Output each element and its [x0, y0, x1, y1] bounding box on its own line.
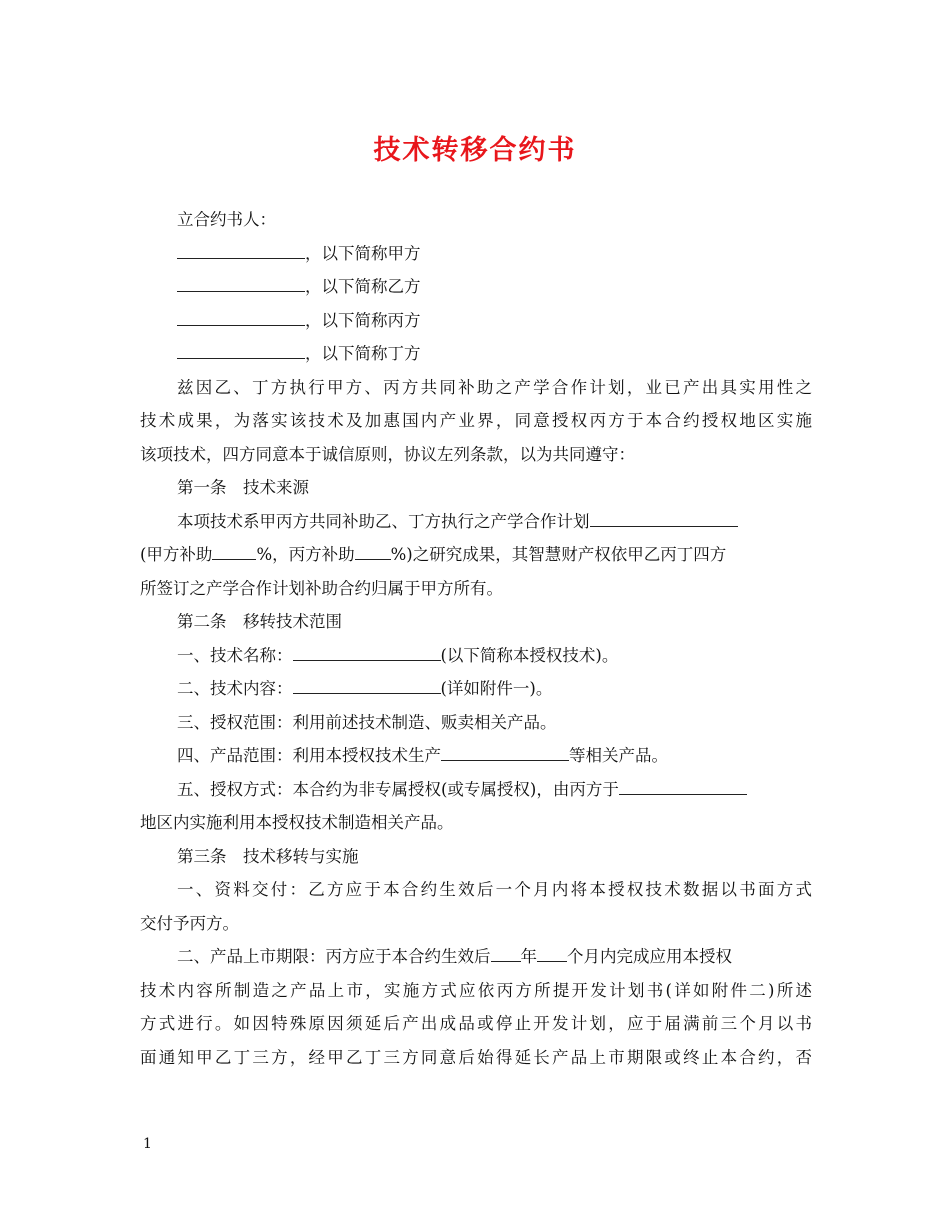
article-2-text: 五、授权方式：本合约为非专属授权(或专属授权)，由丙方于 — [177, 779, 619, 799]
blank-field — [355, 543, 391, 561]
blank-field — [177, 308, 305, 326]
article-2-item — [140, 639, 812, 673]
article-2-item — [140, 739, 812, 773]
blank-field — [619, 777, 747, 795]
article-1-text: (甲方补助 — [140, 545, 213, 564]
article-3-line: 一、资料交付：乙方应于本合约生效后一个月内将本授权技术数据以书面方式 — [177, 880, 812, 899]
article-3-line — [140, 940, 812, 974]
article-3-line: 方式进行。如因特殊原因须延后产出成品或停止开发计划，应于届满前三个月以书 — [140, 1014, 812, 1033]
article-2-item — [140, 672, 812, 706]
article-1-line — [140, 505, 812, 539]
article-3-text: 个月内完成应用本授权 — [567, 947, 732, 966]
blank-field — [177, 241, 305, 259]
article-2-item: 地区内实施利用本授权技术制造相关产品。 — [140, 813, 454, 832]
blank-field — [177, 342, 305, 360]
preamble-line: 该项技术，四方同意本于诚信原则，协议左列条款，以为共同遵守： — [140, 444, 635, 464]
blank-field — [441, 744, 569, 762]
article-2-text: 四、产品范围：利用本授权技术生产 — [177, 746, 441, 765]
article-3-heading: 第三条 技术移转与实施 — [177, 846, 359, 866]
article-1-text: 本项技术系甲丙方共同补助乙、丁方执行之产学合作计划 — [177, 511, 590, 531]
article-2-item: 三、授权范围：利用前述技术制造、贩卖相关产品。 — [177, 712, 557, 732]
article-2-heading: 第二条 移转技术范围 — [177, 612, 342, 631]
blank-field — [177, 275, 305, 293]
article-2-text: 二、技术内容： — [177, 679, 293, 698]
article-3-text: 二、产品上市期限：丙方应于本合约生效后 — [177, 947, 491, 966]
party-b-label: ，以下简称乙方 — [305, 277, 421, 296]
party-c-line — [140, 304, 812, 338]
party-a-label: ，以下简称甲方 — [305, 243, 421, 263]
blank-field — [537, 945, 567, 963]
party-b-line — [140, 270, 812, 304]
blank-field — [212, 543, 256, 561]
blank-field — [590, 509, 738, 527]
article-1-text: %)之研究成果，其智慧财产权依甲乙丙丁四方 — [390, 545, 727, 564]
article-2-text: (详如附件一)。 — [440, 679, 553, 698]
article-3-line: 面通知甲乙丁三方，经甲乙丁三方同意后始得延长产品上市期限或终止本合约，否 — [140, 1047, 812, 1067]
article-3-line: 交付予丙方。 — [140, 913, 239, 933]
article-1-line — [140, 538, 812, 572]
party-d-line — [140, 337, 812, 371]
article-1-line: 所签订之产学合作计划补助合约归属于甲方所有。 — [140, 578, 503, 598]
blank-field — [293, 643, 441, 661]
document-title: 技术转移合约书 — [373, 135, 577, 166]
document-body — [140, 203, 812, 1074]
blank-field — [293, 677, 441, 695]
article-2-text: (以下简称本授权技术)。 — [440, 645, 619, 665]
article-3-line: 技术内容所制造之产品上市，实施方式应依丙方所提开发计划书(详如附件二)所述 — [140, 980, 812, 1000]
article-2-text: 一、技术名称： — [177, 645, 293, 665]
article-2-item — [140, 773, 812, 807]
party-a-line — [140, 237, 812, 271]
parties-heading: 立合约书人： — [177, 210, 276, 229]
article-3-text: 年 — [520, 947, 537, 966]
article-2-text: 等相关产品。 — [569, 746, 668, 765]
party-d-label: ，以下简称丁方 — [305, 344, 421, 363]
blank-field — [491, 945, 521, 963]
article-1-text: %，丙方补助 — [256, 545, 355, 564]
preamble-line: 兹因乙、丁方执行甲方、丙方共同补助之产学合作计划，业已产出具实用性之 — [177, 377, 812, 397]
preamble-line: 技术成果，为落实该技术及加惠国内产业界，同意授权丙方于本合约授权地区实施 — [140, 411, 812, 430]
page-number: 1 — [143, 1136, 152, 1152]
party-c-label: ，以下简称丙方 — [305, 310, 421, 330]
article-1-heading: 第一条 技术来源 — [177, 478, 309, 497]
